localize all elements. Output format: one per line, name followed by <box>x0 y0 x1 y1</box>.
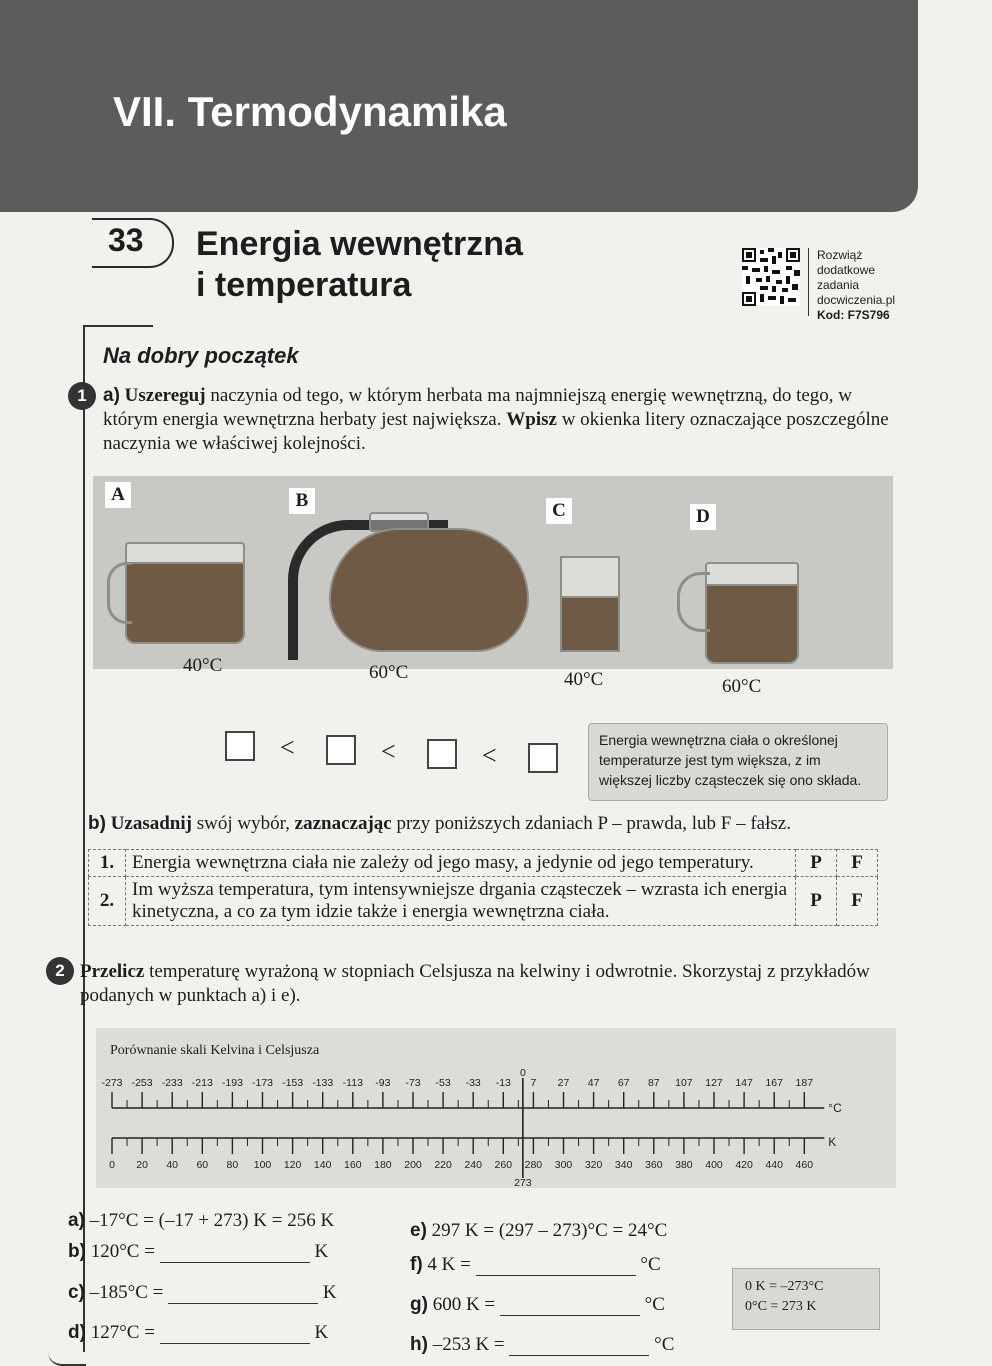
kelvin-tick-label: 180 <box>374 1159 392 1171</box>
vessel-letter-a: A <box>105 482 131 508</box>
info-note: Energia wewnętrzna ciała o określonej temperaturze jest tym większa, z im większej liczby cząsteczek się ono składa. <box>588 723 888 801</box>
order-box-2[interactable] <box>326 735 356 765</box>
exercise-f <box>410 1254 661 1276</box>
kelvin-celsius-scale <box>96 1058 896 1188</box>
vessel-b-tea <box>329 528 529 652</box>
answer-field[interactable] <box>160 1262 310 1263</box>
kelvin-tick-label: 0 <box>109 1159 115 1171</box>
qr-info <box>817 248 895 323</box>
celsius-tick-label: -193 <box>221 1077 243 1089</box>
celsius-tick-label: -73 <box>405 1077 421 1089</box>
vessel-d-handle <box>677 572 710 632</box>
task1a-instruction <box>103 384 903 456</box>
section-frame-bottom <box>48 1350 86 1366</box>
hint-line: 0 K = –273°C <box>745 1279 824 1294</box>
lesson-number: 33 <box>108 222 144 258</box>
celsius-tick-label: -53 <box>435 1077 451 1089</box>
true-false-table <box>88 849 878 926</box>
vessel-d-glass <box>705 562 799 586</box>
celsius-tick-label: -13 <box>495 1077 511 1089</box>
qr-link[interactable]: docwiczenia.pl <box>817 293 896 307</box>
exercise-label: a) <box>68 1210 85 1231</box>
exercise-text: 297 K = (297 – 273)°C = 24°C <box>431 1220 668 1241</box>
exercise-c <box>68 1282 337 1304</box>
vessel-temp-d: 60°C <box>722 676 762 697</box>
kelvin-tick-label: 400 <box>705 1159 723 1171</box>
kelvin-tick-label: 320 <box>584 1159 603 1171</box>
false-option[interactable]: F <box>837 877 878 926</box>
table-row <box>89 877 878 926</box>
kelvin-tick-label: 380 <box>675 1159 693 1171</box>
celsius-tick-label: -113 <box>342 1077 363 1089</box>
exercise-label: e) <box>410 1220 427 1241</box>
task1a-verb1: Uszereguj <box>124 385 206 406</box>
kelvin-tick-label: 360 <box>645 1159 663 1171</box>
qr-code-icon[interactable] <box>742 248 800 306</box>
celsius-zero-label: 0 <box>519 1067 526 1079</box>
celsius-tick-label: -173 <box>251 1077 274 1089</box>
statement-text: Im wyższa temperatura, tym intensywniejsze drgania cząsteczek – wzrasta ich energia kinetyczna, a co za tym idzie także i energia wewnętrzna ciała. <box>126 877 796 926</box>
vessel-letter-d: D <box>690 504 716 530</box>
answer-field[interactable] <box>500 1315 640 1316</box>
exercise-unit: K <box>322 1282 337 1303</box>
exercise-label: f) <box>410 1254 423 1275</box>
kelvin-tick-label: 80 <box>226 1159 239 1171</box>
task1b-instruction <box>88 812 888 836</box>
kelvin-tick-label: 460 <box>795 1159 814 1171</box>
celsius-tick-label: 47 <box>587 1077 600 1089</box>
kelvin-tick-label: 280 <box>524 1159 543 1171</box>
vessel-temp-a: 40°C <box>183 655 223 676</box>
lesson-title <box>196 224 523 306</box>
exercise-g <box>410 1294 665 1316</box>
exercise-label: h) <box>410 1334 428 1355</box>
answer-field[interactable] <box>160 1343 310 1344</box>
task1a-label: a) <box>103 385 120 406</box>
celsius-tick-label: -233 <box>161 1077 183 1089</box>
lesson-title-line1: Energia wewnętrzna <box>196 225 523 263</box>
celsius-tick-label: 187 <box>795 1077 814 1089</box>
chapter-title: VII. Termodynamika <box>113 88 507 135</box>
order-box-4[interactable] <box>528 743 558 773</box>
section-frame-top <box>83 325 153 327</box>
vessel-c-tea <box>560 596 620 652</box>
kelvin-tick-label: 140 <box>313 1159 332 1171</box>
task1a-verb2: Wpisz <box>506 409 557 430</box>
less-than-sign: < <box>280 733 295 762</box>
task1b-verb1: Uzasadnij <box>110 813 192 834</box>
false-option[interactable]: F <box>837 850 878 877</box>
vessel-d-tea <box>705 584 799 664</box>
exercise-text: 4 K = <box>427 1254 471 1275</box>
kelvin-tick-label: 100 <box>253 1159 272 1171</box>
celsius-tick-label: -273 <box>101 1077 123 1089</box>
celsius-tick-label: -213 <box>191 1077 213 1089</box>
qr-line: zadania <box>817 278 860 292</box>
celsius-tick-label: -93 <box>375 1077 391 1089</box>
exercise-unit: °C <box>654 1334 675 1355</box>
kelvin-273-label: 273 <box>514 1177 532 1188</box>
table-row <box>89 850 878 877</box>
true-option[interactable]: P <box>796 850 837 877</box>
celsius-tick-label: -133 <box>312 1077 334 1089</box>
exercise-text: –185°C = <box>89 1282 164 1303</box>
exercise-text: 127°C = <box>90 1322 155 1343</box>
celsius-tick-label: 27 <box>557 1077 570 1089</box>
vessel-temp-b: 60°C <box>369 662 409 683</box>
task2-text: temperaturę wyrażoną w stopniach Celsjusza na kelwiny i odwrotnie. Skorzystaj z przykładów podanych w punktach a) i e). <box>80 961 870 1006</box>
statement-text: Energia wewnętrzna ciała nie zależy od jego masy, a jedynie od jego temperatury. <box>126 850 796 877</box>
exercise-unit: K <box>314 1241 329 1262</box>
task2-instruction <box>80 960 880 1008</box>
lesson-title-line2: i temperatura <box>196 266 412 304</box>
vessels-photo <box>93 476 893 669</box>
answer-field[interactable] <box>476 1275 636 1276</box>
kelvin-tick-label: 60 <box>196 1159 209 1171</box>
true-option[interactable]: P <box>796 877 837 926</box>
vessel-letter-b: B <box>289 488 315 514</box>
conversion-hint <box>732 1268 880 1330</box>
statement-number: 1. <box>89 850 126 877</box>
task1b-label: b) <box>88 813 106 834</box>
kelvin-tick-label: 260 <box>494 1159 513 1171</box>
celsius-tick-label: 7 <box>530 1077 537 1089</box>
kelvin-tick-label: 20 <box>136 1159 148 1171</box>
order-box-3[interactable] <box>427 739 457 769</box>
section-frame <box>83 325 85 1352</box>
kelvin-tick-label: 440 <box>765 1159 783 1171</box>
qr-code-label: Kod: F7S796 <box>817 308 890 322</box>
exercise-label: g) <box>410 1294 428 1315</box>
answer-field[interactable] <box>509 1355 649 1356</box>
scale-title: Porównanie skali Kelvina i Celsjusza <box>110 1043 320 1058</box>
task1a-text2: w okienka litery oznaczające poszczególne naczynia we właściwej kolejności. <box>103 409 889 454</box>
celsius-tick-label: 147 <box>735 1077 753 1089</box>
task-number-1: 1 <box>68 382 96 410</box>
exercise-unit: °C <box>644 1294 665 1315</box>
exercise-a <box>68 1210 334 1232</box>
celsius-tick-label: 127 <box>705 1077 723 1089</box>
vessel-a-tea <box>125 562 245 644</box>
exercise-text: –253 K = <box>432 1334 505 1355</box>
celsius-tick-label: 167 <box>765 1077 783 1089</box>
vessel-letter-c: C <box>546 498 572 524</box>
exercise-e <box>410 1220 667 1242</box>
exercise-d <box>68 1322 328 1344</box>
celsius-tick-label: 107 <box>675 1077 693 1089</box>
exercise-label: c) <box>68 1282 85 1303</box>
vessel-a-handle <box>107 562 132 624</box>
kelvin-tick-label: 120 <box>283 1159 302 1171</box>
exercise-text: 120°C = <box>90 1241 155 1262</box>
kelvin-tick-label: 220 <box>434 1159 452 1171</box>
task-number-2: 2 <box>46 957 74 985</box>
exercise-unit: K <box>314 1322 329 1343</box>
task1a-text1: naczynia od tego, w którym herbata ma najmniejszą energię wewnętrzną, do tego, w którym energia wewnętrzna herbaty jest największa. <box>103 385 853 430</box>
vessel-temp-c: 40°C <box>564 669 604 690</box>
exercise-label: d) <box>68 1322 86 1343</box>
exercise-text: –17°C = (–17 + 273) K = 256 K <box>89 1210 335 1231</box>
section-heading: Na dobry początek <box>103 343 299 368</box>
order-box-1[interactable] <box>225 731 255 761</box>
task1b-text1: swój wybór, <box>191 813 295 834</box>
less-than-sign: < <box>482 741 497 770</box>
celsius-tick-label: -33 <box>465 1077 481 1089</box>
exercise-h <box>410 1334 674 1356</box>
celsius-tick-label: 67 <box>617 1077 630 1089</box>
celsius-tick-label: -253 <box>131 1077 153 1089</box>
kelvin-axis <box>109 1135 836 1188</box>
celsius-unit: °C <box>828 1101 842 1115</box>
kelvin-tick-label: 160 <box>344 1159 362 1171</box>
statement-number: 2. <box>89 877 126 926</box>
celsius-tick-label: -153 <box>282 1077 304 1089</box>
exercise-text: 600 K = <box>432 1294 496 1315</box>
qr-line: dodatkowe <box>817 263 876 277</box>
qr-separator <box>808 248 809 316</box>
celsius-tick-label: 87 <box>647 1077 660 1089</box>
exercise-label: b) <box>68 1241 86 1262</box>
kelvin-tick-label: 40 <box>166 1159 179 1171</box>
kelvin-tick-label: 240 <box>464 1159 482 1171</box>
kelvin-tick-label: 420 <box>735 1159 753 1171</box>
kelvin-unit: K <box>828 1135 837 1149</box>
vessel-c-glass <box>560 556 620 598</box>
task1b-text2: przy poniższych zdaniach P – prawda, lub F – fałsz. <box>391 813 791 834</box>
kelvin-tick-label: 340 <box>614 1159 633 1171</box>
vessel-a-glass <box>125 542 245 564</box>
exercise-b <box>68 1241 328 1263</box>
less-than-sign: < <box>381 737 396 766</box>
answer-field[interactable] <box>168 1303 318 1304</box>
kelvin-tick-label: 300 <box>554 1159 573 1171</box>
task2-verb: Przelicz <box>80 961 145 982</box>
kelvin-tick-label: 200 <box>404 1159 422 1171</box>
task1b-verb2: zaznaczając <box>294 813 392 834</box>
qr-line: Rozwiąż <box>817 248 863 262</box>
hint-line: 0°C = 273 K <box>745 1299 817 1314</box>
exercise-unit: °C <box>640 1254 661 1275</box>
